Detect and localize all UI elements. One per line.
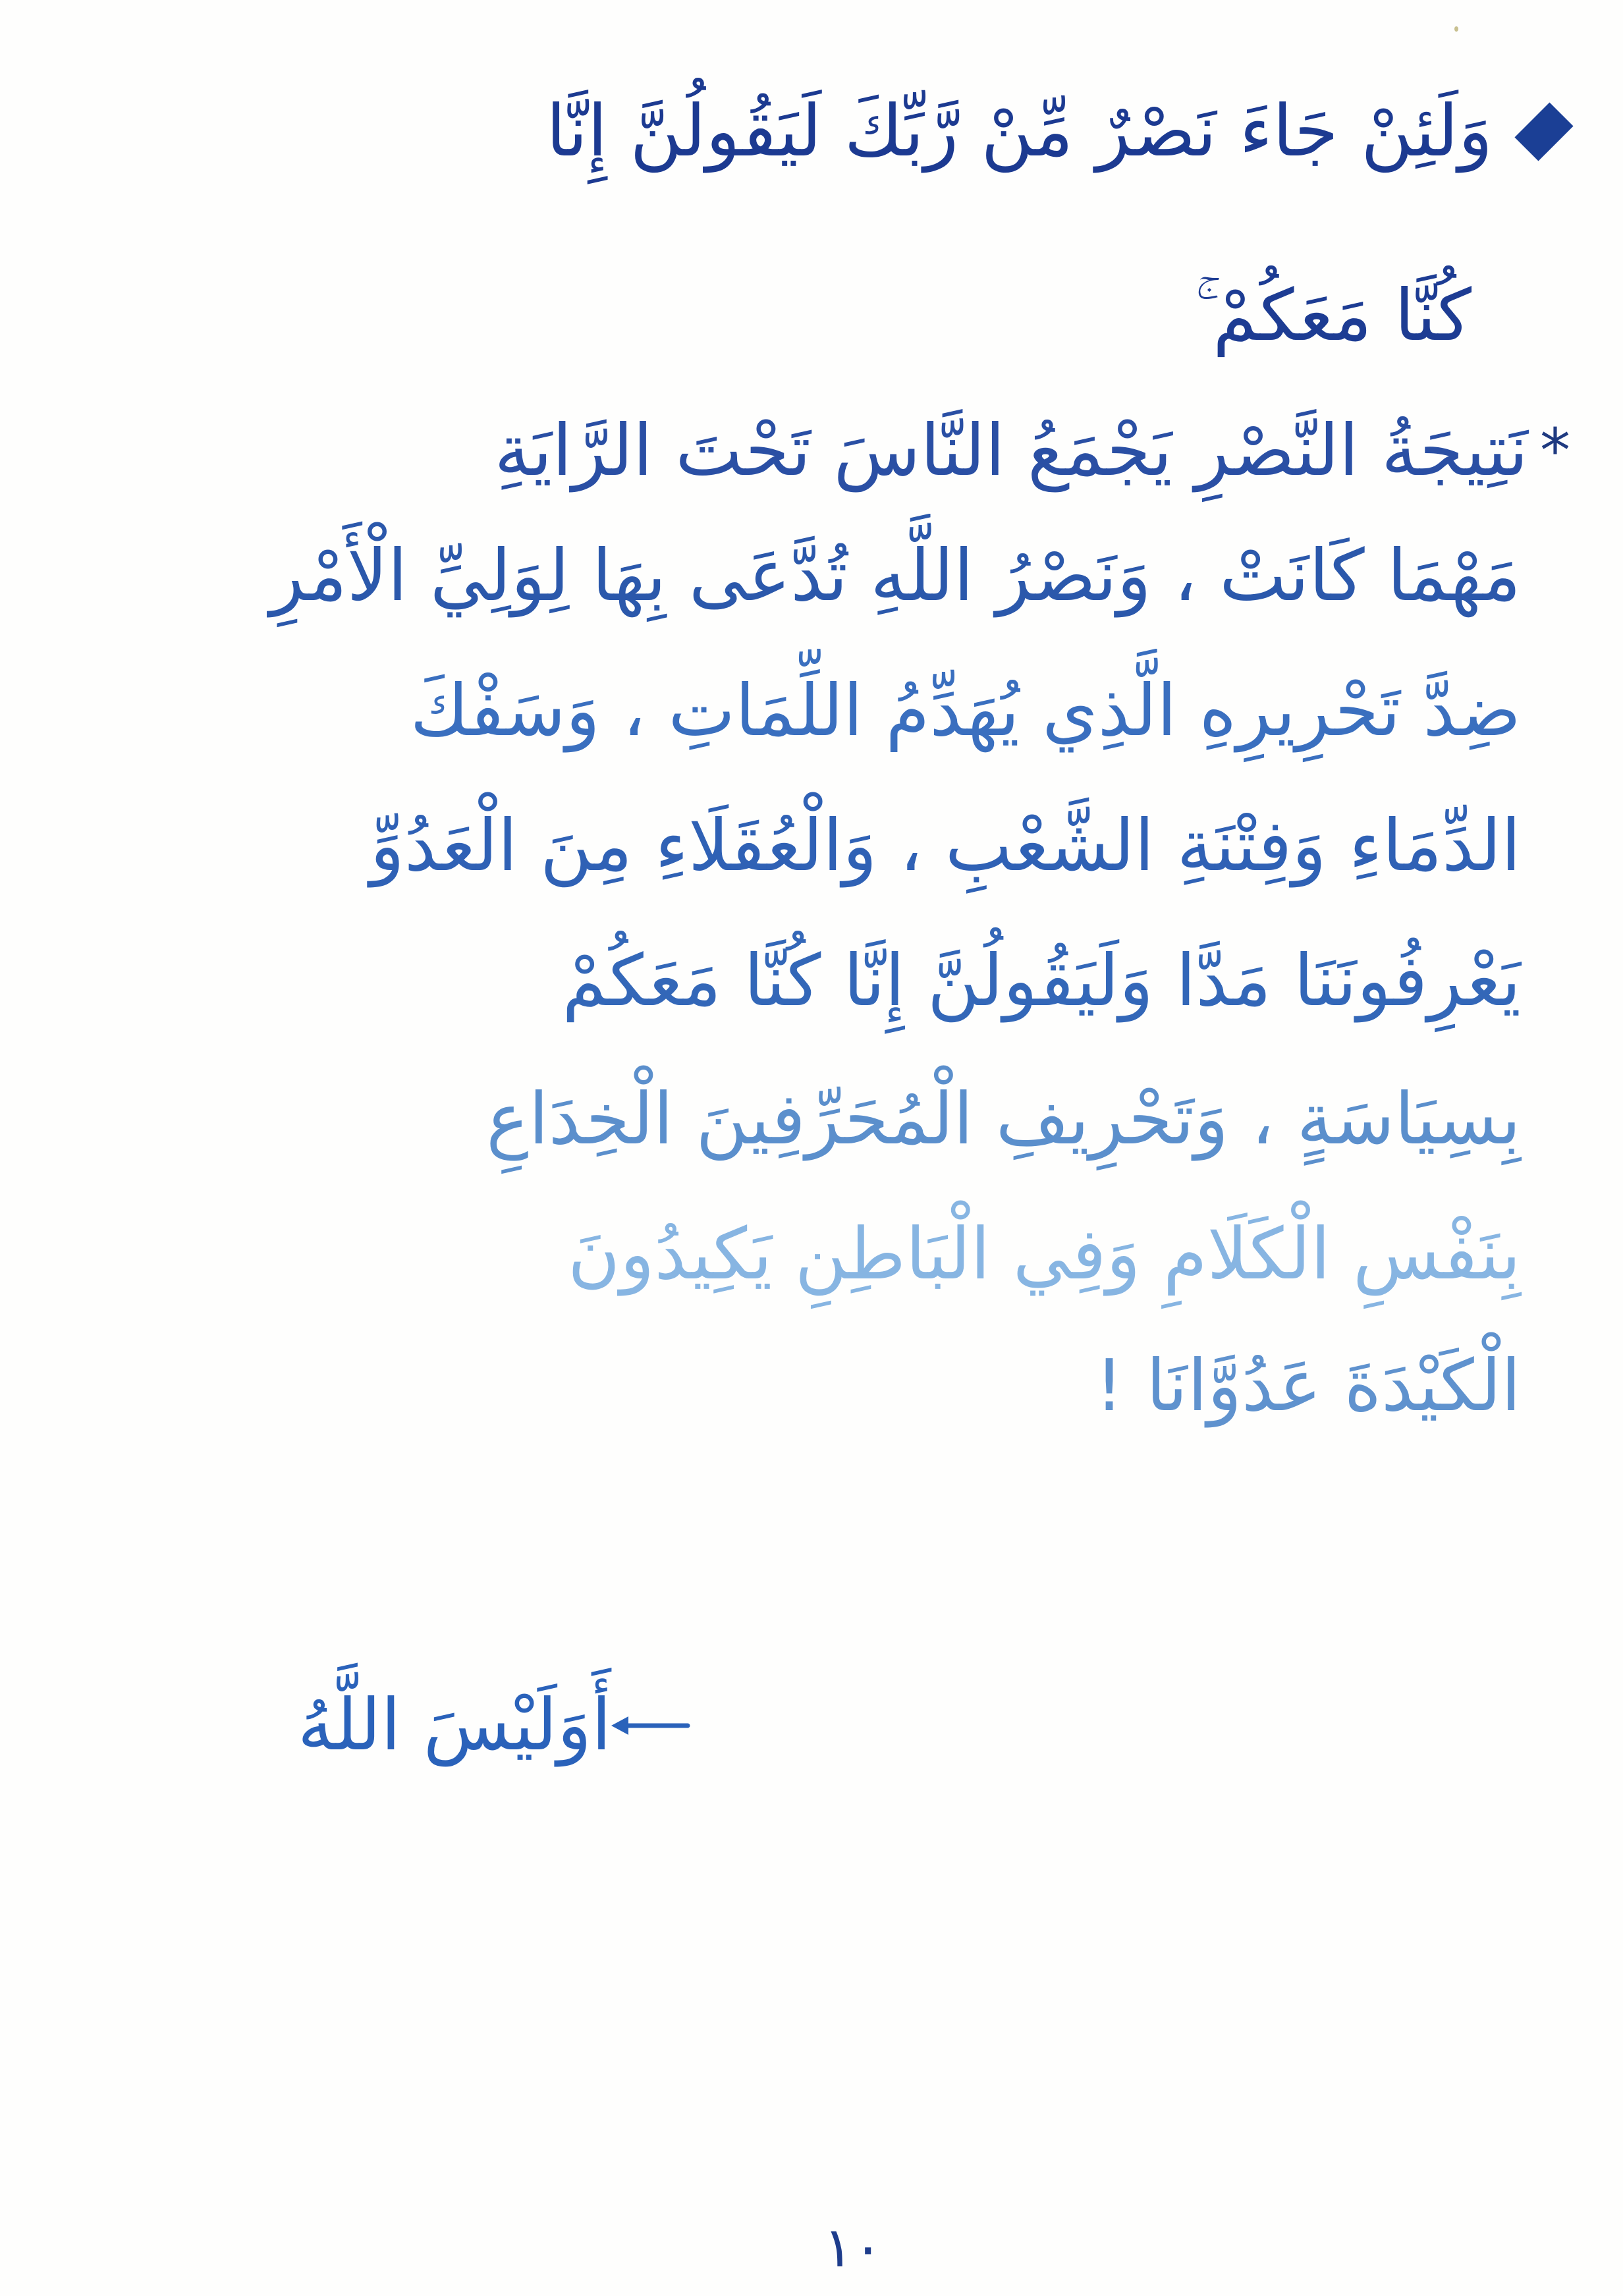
diamond-bullet-icon (1514, 102, 1573, 161)
paper-speck (1454, 26, 1458, 32)
commentary-text-line-2: مَهْمَا كَانَتْ ، وَنَصْرُ اللَّهِ تُدَّعَى بِهَا لِوَلِيِّ الْأَمْرِ (269, 535, 1521, 617)
commentary-line-1 (0, 389, 1623, 514)
commentary-line-2 (0, 514, 1623, 639)
verse-text-line-2: كُنَّا مَعَكُمْ ۚ (1195, 275, 1472, 357)
commentary-line-5 (0, 919, 1623, 1044)
commentary-text-line-7: بِنَفْسِ الْكَلَامِ وَفِي الْبَاطِنِ يَكِيدُونَ (568, 1213, 1521, 1296)
commentary-text-line-1: نَتِيجَةُ النَّصْرِ يَجْمَعُ النَّاسَ تَحْتَ الرَّايَةِ (494, 410, 1528, 492)
commentary-text-line-6: بِسِيَاسَةٍ ، وَتَحْرِيفِ الْمُحَرِّفِينَ الْخِدَاعِ (486, 1078, 1521, 1161)
commentary-line-6 (0, 1057, 1623, 1182)
commentary-text-line-5: يَعْرِفُونَنَا مَدَّا وَلَيَقُولُنَّ إِنَّا كُنَّا مَعَكُمْ (562, 940, 1521, 1022)
verse-line-2 (0, 254, 1623, 379)
page-number: ١٠ (823, 2215, 883, 2280)
verse-text-line-1: وَلَئِنْ جَاءَ نَصْرٌ مِّنْ رَّبِّكَ لَيَقُولُنَّ إِنَّا (546, 90, 1493, 173)
commentary-line-7 (0, 1192, 1623, 1317)
commentary-text-line-8: الْكَيْدَةَ عَدُوَّانَا ! (1095, 1345, 1521, 1427)
left-arrow-icon (611, 1712, 690, 1739)
asterisk-icon: * (1540, 416, 1570, 486)
commentary-line-8 (0, 1324, 1623, 1449)
commentary-text-line-3: ضِدَّ تَحْرِيرِهِ الَّذِي يُهَدِّمُ اللِّمَاتِ ، وَسَفْكَ (410, 670, 1521, 752)
verse-line-1 (0, 69, 1623, 194)
commentary-line-3 (0, 649, 1623, 774)
commentary-line-4 (0, 784, 1623, 909)
commentary-text-line-4: الدِّمَاءِ وَفِتْنَةِ الشَّعْبِ ، وَالْعُقَلَاءِ مِنَ الْعَدُوِّ (370, 805, 1521, 887)
footer-note-text: أَوَلَيْسَ اللَّهُ (297, 1684, 611, 1766)
footer-note (298, 1663, 714, 1788)
